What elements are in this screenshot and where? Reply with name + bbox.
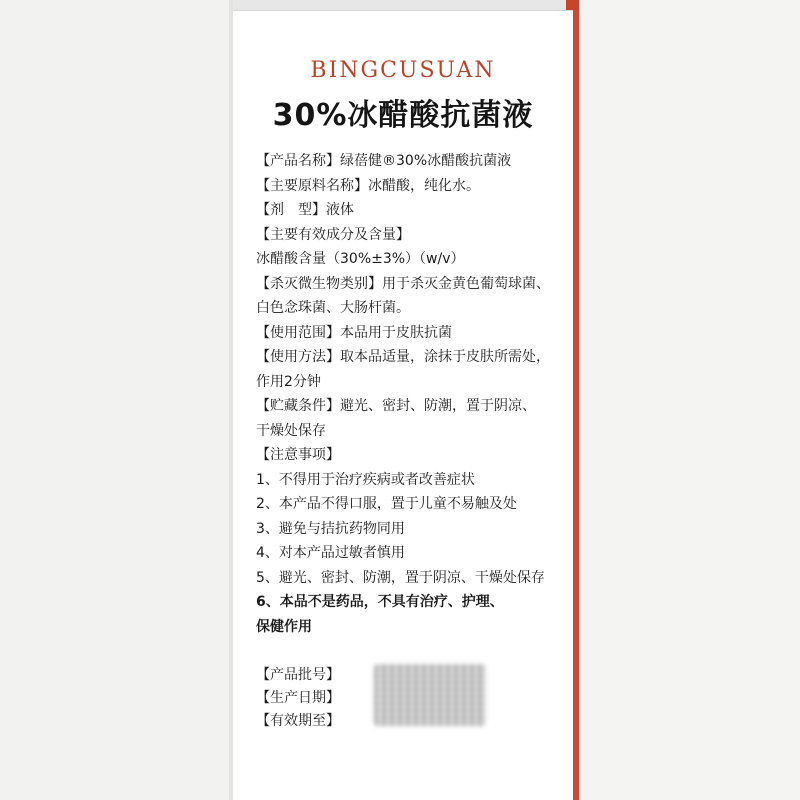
- label-line: 【主要有效成分及含量】: [256, 226, 410, 243]
- batch-label: 【有效期至】: [256, 713, 340, 729]
- label-line: 【剂 型】液体: [256, 202, 354, 218]
- label-line: 白色念珠菌、大肠杆菌。: [256, 300, 410, 316]
- brand-name: BINGCUSUAN: [310, 58, 496, 83]
- batch-label: 【生产日期】: [256, 690, 340, 706]
- package-top-edge: [233, 0, 573, 11]
- label-line: 【使用方法】取本品适量，涂抹于皮肤所需处，: [256, 349, 550, 365]
- label-line: 2、本产品不得口服，置于儿童不易触及处: [256, 496, 517, 512]
- label-line: 【注意事项】: [256, 447, 340, 463]
- label-line: 干燥处保存: [256, 422, 326, 439]
- label-line: 【使用范围】本品用于皮肤抗菌: [256, 324, 452, 341]
- label-text-block: [256, 149, 566, 639]
- background-right: [579, 0, 800, 800]
- blurred-batch-values: [374, 664, 486, 726]
- product-title: 30%冰醋酸抗菌液: [272, 98, 534, 133]
- label-line: 【主要原料名称】冰醋酸，纯化水。: [256, 177, 480, 194]
- label-line: 3、避免与拮抗药物同用: [256, 520, 405, 537]
- batch-info-block: [256, 664, 340, 733]
- label-line: 6、本品不是药品，不具有治疗、护理、: [256, 594, 504, 610]
- label-line: 保健作用: [256, 618, 312, 635]
- accent-stripe-top: [566, 0, 579, 10]
- label-line: 作用2分钟: [256, 373, 321, 390]
- batch-label: 【产品批号】: [256, 667, 340, 683]
- label-line: 【产品名称】绿蓓健®30%冰醋酸抗菌液: [256, 153, 512, 169]
- label-line: 5、避光、密封、防潮，置于阴凉、干燥处保存: [256, 569, 545, 586]
- label-line: 【贮藏条件】避光、密封、防潮，置于阴凉、: [256, 398, 536, 414]
- label-line: 1、不得用于治疗疾病或者改善症状: [256, 471, 475, 488]
- label-line: 冰醋酸含量（30%±3%）（w/v）: [256, 251, 465, 267]
- accent-stripe: [573, 0, 579, 800]
- label-line: 4、对本产品过敏者慎用: [256, 545, 405, 561]
- label-line: 【杀灭微生物类别】用于杀灭金黄色葡萄球菌、: [256, 275, 550, 292]
